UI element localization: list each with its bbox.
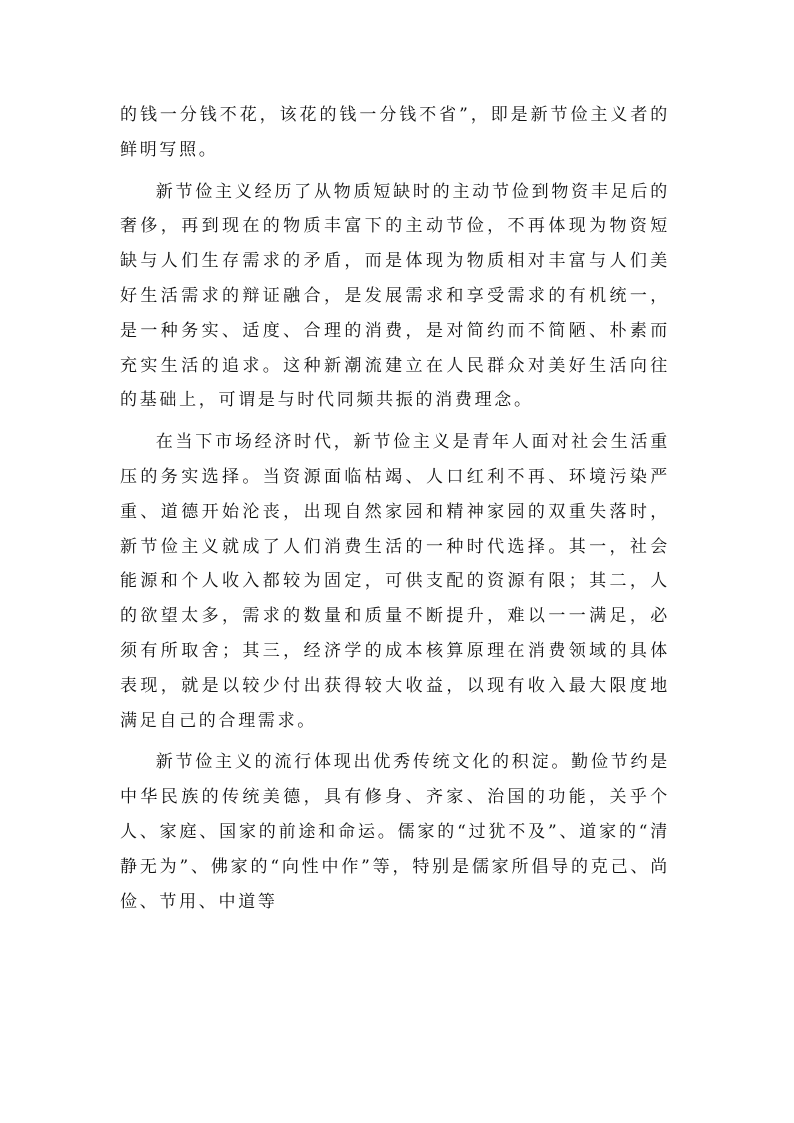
paragraph-2: 新节俭主义经历了从物质短缺时的主动节俭到物资丰足后的奢侈，再到现在的物质丰富下的主动节俭，不再体现为物资短缺与人们生存需求的矛盾，而是体现为物质相对丰富与人们美好生活需求的辩证融合，是发展需求和享受需求的有机统一，是一种务实、适度、合理的消费，是对简约而不简陋、朴素而充实生活的追求。这种新潮流建立在人民群众对美好生活向往的基础上，可谓是与时代同频共振的消费理念。 xyxy=(120,181,670,411)
document-body xyxy=(120,98,670,926)
paragraph-4: 新节俭主义的流行体现出优秀传统文化的积淀。勤俭节约是中华民族的传统美德，具有修身、齐家、治国的功能，关乎个人、家庭、国家的前途和命运。儒家的“过犹不及”、道家的“清静无为”、佛家的“向性中作”等，特别是儒家所倡导的克己、尚俭、节用、中道等 xyxy=(120,752,670,912)
paragraph-1: 的钱一分钱不花，该花的钱一分钱不省”，即是新节俭主义者的鲜明写照。 xyxy=(120,105,670,160)
paragraph-3: 在当下市场经济时代，新节俭主义是青年人面对社会生活重压的务实选择。当资源面临枯竭、人口红利不再、环境污染严重、道德开始沦丧，出现自然家园和精神家园的双重失落时，新节俭主义就成了人们消费生活的一种时代选择。其一，社会能源和个人收入都较为固定，可供支配的资源有限；其二，人的欲望太多，需求的数量和质量不断提升，难以一一满足，必须有所取舍；其三，经济学的成本核算原理在消费领域的具体表现，就是以较少付出获得较大收益，以现有收入最大限度地满足自己的合理需求。 xyxy=(120,432,670,731)
